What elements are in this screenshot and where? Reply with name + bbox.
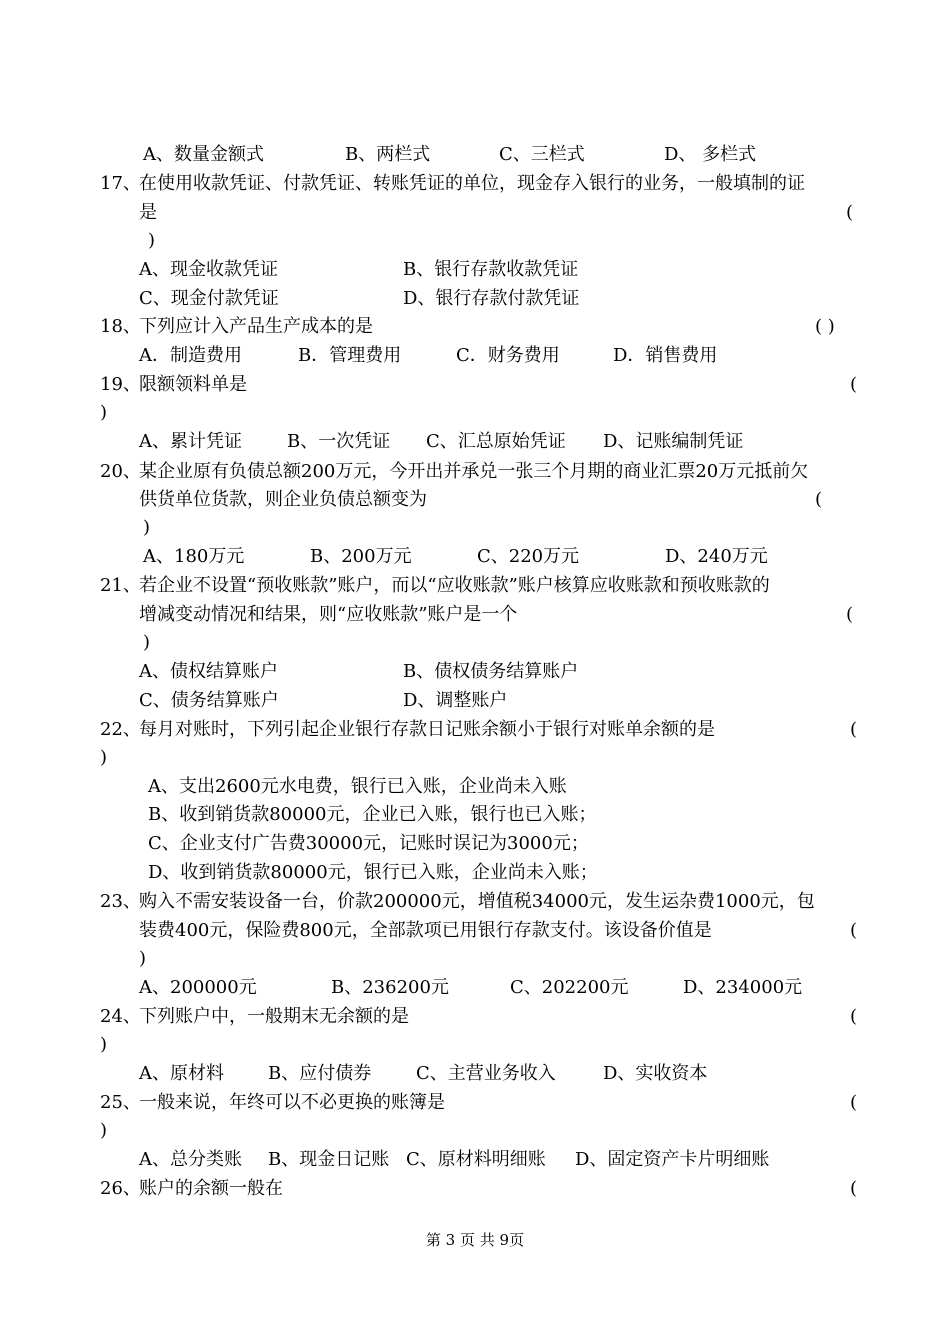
option-b: B、236200元 (331, 977, 449, 998)
option-a: A、支出2600元水电费，银行已入账，企业尚未入账 (148, 776, 567, 797)
question-text: 账户的余额一般在 (139, 1178, 283, 1199)
answer-paren-close: ) (143, 632, 151, 653)
option-c: C．财务费用 (456, 345, 560, 366)
option-c: C、汇总原始凭证 (426, 431, 566, 452)
question-text: 每月对账时，下列引起企业银行存款日记账余额小于银行对账单余额的是 (139, 719, 715, 740)
answer-paren-open: ( (850, 719, 858, 740)
prev-option-a: A、数量金额式 (143, 144, 264, 165)
question-text: 一般来说，年终可以不必更换的账簿是 (139, 1092, 445, 1113)
question-text-cont: 是 (139, 202, 157, 223)
question-number: 22、 (100, 719, 141, 740)
option-c: C、债务结算账户 (139, 690, 279, 711)
option-b: B、应付债券 (268, 1063, 372, 1084)
answer-paren-close: ) (100, 1034, 108, 1055)
answer-paren-open: ( (850, 374, 858, 395)
question-text: 购入不需安装设备一台，价款200000元，增值税34000元，发生运杂费1000元，包 (139, 891, 815, 912)
option-c: C、原材料明细账 (406, 1149, 546, 1170)
option-c: C、202200元 (510, 977, 629, 998)
option-a: A、200000元 (139, 977, 257, 998)
answer-paren-close: ) (100, 747, 108, 768)
answer-paren-open: ( (815, 489, 823, 510)
option-c: C、220万元 (477, 546, 580, 567)
option-d: D、234000元 (683, 977, 803, 998)
question-text: 下列应计入产品生产成本的是 (139, 316, 373, 337)
option-d: D、记账编制凭证 (603, 431, 744, 452)
question-text-cont: 增减变动情况和结果，则“应收账款”账户是一个 (139, 604, 518, 625)
answer-paren: ( ) (815, 316, 835, 337)
question-text: 在使用收款凭证、付款凭证、转账凭证的单位，现金存入银行的业务，一般填制的证 (139, 173, 805, 194)
option-d: D、240万元 (665, 546, 768, 567)
question-number: 19、 (100, 374, 141, 395)
question-number: 21、 (100, 575, 141, 596)
option-c: C、现金付款凭证 (139, 288, 279, 309)
answer-paren-close: ) (148, 230, 156, 251)
answer-paren-open: ( (850, 1006, 858, 1027)
option-d: D．销售费用 (613, 345, 718, 366)
option-b: B、债权债务结算账户 (403, 661, 579, 682)
answer-paren-close: ) (143, 517, 151, 538)
option-d: D、收到销货款80000元，银行已入账，企业尚未入账； (148, 862, 598, 883)
question-number: 18、 (100, 316, 141, 337)
option-d: D、银行存款付款凭证 (403, 288, 580, 309)
option-d: D、固定资产卡片明细账 (575, 1149, 770, 1170)
answer-paren-close: ) (100, 1120, 108, 1141)
question-text: 下列账户中，一般期末无余额的是 (139, 1006, 409, 1027)
option-b: B．管理费用 (298, 345, 402, 366)
prev-option-d: D、 多栏式 (664, 144, 757, 165)
answer-paren-open: ( (846, 202, 854, 223)
question-text: 限额领料单是 (139, 374, 247, 395)
answer-paren-open: ( (850, 1092, 858, 1113)
answer-paren-open: ( (846, 604, 854, 625)
option-b: B、一次凭证 (287, 431, 391, 452)
option-a: A、总分类账 (139, 1149, 242, 1170)
question-text: 某企业原有负债总额200万元，今开出并承兑一张三个月期的商业汇票20万元抵前欠 (139, 461, 809, 482)
answer-paren-close: ) (139, 948, 147, 969)
question-number: 25、 (100, 1092, 141, 1113)
question-text: 若企业不设置“预收账款”账户，而以“应收账款”账户核算应收账款和预收账款的 (139, 575, 770, 596)
option-a: A、累计凭证 (139, 431, 242, 452)
question-number: 24、 (100, 1006, 141, 1027)
question-number: 26、 (100, 1178, 141, 1199)
option-c: C、主营业务收入 (416, 1063, 556, 1084)
option-a: A、原材料 (139, 1063, 224, 1084)
option-a: A、现金收款凭证 (139, 259, 278, 280)
answer-paren-close: ) (100, 402, 108, 423)
option-a: A、债权结算账户 (139, 661, 278, 682)
option-a: A．制造费用 (139, 345, 242, 366)
option-b: B、200万元 (310, 546, 412, 567)
page-footer: 第 3 页 共 9页 (425, 1231, 525, 1249)
prev-option-b: B、两栏式 (345, 144, 431, 165)
question-text-cont: 装费400元，保险费800元，全部款项已用银行存款支付。该设备价值是 (139, 920, 712, 941)
question-number: 23、 (100, 891, 141, 912)
answer-paren-open: ( (850, 1178, 858, 1199)
option-b: B、现金日记账 (268, 1149, 390, 1170)
option-b: B、银行存款收款凭证 (403, 259, 579, 280)
option-d: D、实收资本 (603, 1063, 708, 1084)
prev-option-c: C、三栏式 (499, 144, 585, 165)
option-b: B、收到销货款80000元，企业已入账，银行也已入账； (148, 804, 597, 825)
question-text-cont: 供货单位货款，则企业负债总额变为 (139, 489, 427, 510)
answer-paren-open: ( (850, 920, 858, 941)
question-number: 17、 (100, 173, 141, 194)
option-d: D、调整账户 (403, 690, 508, 711)
option-c: C、企业支付广告费30000元，记账时误记为3000元； (148, 833, 589, 854)
question-number: 20、 (100, 461, 141, 482)
option-a: A、180万元 (143, 546, 245, 567)
